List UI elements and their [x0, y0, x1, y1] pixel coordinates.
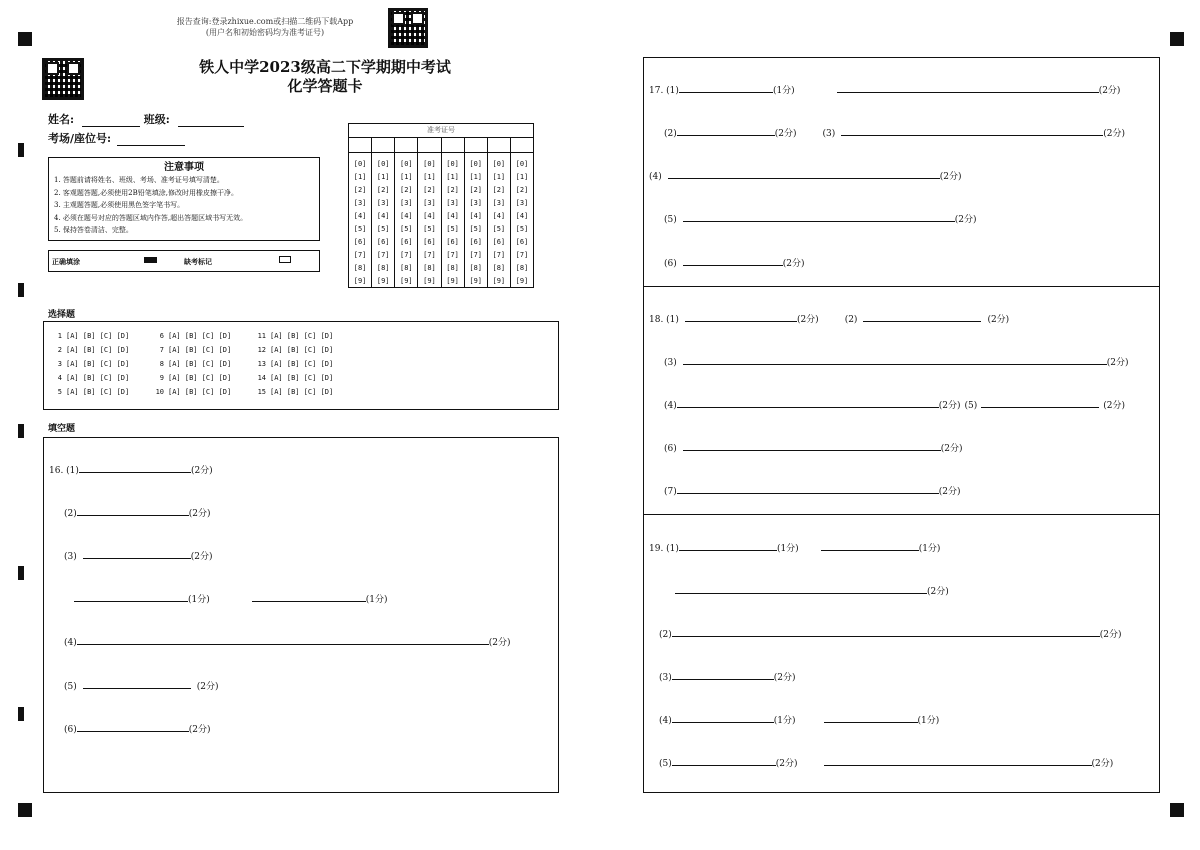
q18-7-blank[interactable] — [677, 483, 939, 494]
side-mark — [18, 424, 24, 438]
choice-question[interactable] — [52, 388, 129, 396]
class-label: 班级: — [143, 113, 170, 126]
q17-3-label: (3) — [822, 129, 836, 139]
admission-digit-bubble[interactable]: [0] — [372, 157, 395, 170]
choice-question[interactable] — [148, 374, 231, 382]
choice-options[interactable]: [A] [B] [C] [D] — [270, 360, 334, 368]
q18-4-label: (4) — [664, 401, 677, 411]
admission-digit-bubble[interactable]: [2] — [510, 183, 533, 196]
admission-digit-table[interactable] — [348, 138, 534, 288]
admission-digit-bubble[interactable]: [9] — [441, 274, 464, 288]
q18-5-label: (5) — [964, 401, 978, 411]
admission-digit-bubble[interactable]: [8] — [418, 261, 441, 274]
admission-write-cell[interactable] — [395, 138, 418, 153]
admission-number-grid[interactable] — [348, 123, 534, 288]
admission-digit-bubble[interactable]: [9] — [372, 274, 395, 288]
admission-digit-bubble[interactable]: [7] — [441, 248, 464, 261]
choice-question[interactable] — [250, 332, 333, 340]
choice-options[interactable]: [A] [B] [C] [D] — [66, 360, 130, 368]
admission-digit-bubble[interactable]: [3] — [349, 196, 372, 209]
fill-blank-section-label: 填空题 — [48, 424, 76, 434]
q17-2-score: (2分) — [774, 129, 797, 139]
student-qr-code — [42, 58, 84, 100]
choice-question[interactable] — [148, 346, 231, 354]
admission-write-cell[interactable] — [510, 138, 533, 153]
q17-4-label: (4) — [649, 172, 662, 182]
q16-1-label: 16. (1) — [49, 466, 79, 476]
q19-5a-blank[interactable] — [672, 755, 776, 766]
q16-line-4[interactable] — [74, 591, 388, 605]
admission-digit-bubble[interactable]: [6] — [395, 235, 418, 248]
admission-digit-bubble[interactable]: [0] — [441, 157, 464, 170]
choice-number: 15 — [257, 388, 266, 396]
q18-1-score: (2分) — [796, 315, 819, 325]
side-mark — [18, 283, 24, 297]
choice-question[interactable] — [148, 360, 231, 368]
choice-question[interactable] — [250, 360, 333, 368]
choice-number: 14 — [257, 374, 266, 382]
admission-digit-bubble[interactable]: [1] — [372, 170, 395, 183]
q19-1a-score: (1分) — [776, 544, 799, 554]
corner-mark — [1170, 32, 1184, 46]
seat-label: 考场/座位号: — [48, 132, 112, 145]
choice-options[interactable]: [A] [B] [C] [D] — [270, 332, 334, 340]
choice-options[interactable]: [A] [B] [C] [D] — [66, 332, 130, 340]
q16-6-label: (5) — [64, 682, 77, 692]
q19-answer-box[interactable] — [643, 514, 1160, 793]
choice-question[interactable] — [250, 374, 333, 382]
admission-digit-bubble[interactable]: [6] — [510, 235, 533, 248]
q19-1a-blank[interactable] — [679, 540, 777, 551]
q17-line-5[interactable] — [664, 255, 805, 269]
admission-digit-bubble[interactable]: [8] — [395, 261, 418, 274]
download-qr-code[interactable] — [388, 8, 428, 48]
choice-question[interactable] — [148, 388, 231, 396]
notice-list — [54, 174, 314, 237]
q16-line-3[interactable] — [64, 548, 213, 562]
admission-digit-bubble[interactable]: [0] — [395, 157, 418, 170]
q16-4b-score: (1分) — [365, 595, 388, 605]
q18-line-4[interactable] — [664, 440, 963, 454]
choice-number: 12 — [257, 346, 266, 354]
admission-digit-bubble[interactable]: [2] — [395, 183, 418, 196]
q19-5a-score: (2分) — [775, 759, 798, 769]
q19-4-label: (4) — [659, 716, 672, 726]
choice-options[interactable]: [A] [B] [C] [D] — [168, 332, 232, 340]
q17-2-blank[interactable] — [677, 125, 775, 136]
admission-digit-bubble[interactable]: [1] — [395, 170, 418, 183]
choice-number: 4 — [57, 374, 62, 382]
corner-mark — [18, 803, 32, 817]
q19-line-2[interactable] — [675, 583, 949, 597]
admission-digit-bubble[interactable]: [4] — [395, 209, 418, 222]
admission-digit-bubble[interactable]: [4] — [464, 209, 487, 222]
admission-digit-bubble[interactable]: [6] — [464, 235, 487, 248]
admission-digit-bubble[interactable]: [3] — [395, 196, 418, 209]
admission-digit-bubble[interactable]: [8] — [487, 261, 510, 274]
choice-number: 10 — [155, 388, 164, 396]
choice-question[interactable] — [250, 346, 333, 354]
q19-line-5[interactable] — [659, 712, 939, 726]
admission-digit-bubble[interactable]: [8] — [464, 261, 487, 274]
q16-7-blank[interactable] — [77, 721, 189, 732]
admission-digit-bubble[interactable]: [7] — [349, 248, 372, 261]
q16-7-score: (2分) — [188, 725, 211, 735]
q18-1-label: 18. (1) — [649, 315, 679, 325]
absent-mark-label: 缺考标记 — [184, 257, 212, 266]
admission-digit-bubble[interactable]: [6] — [349, 235, 372, 248]
admission-digit-bubble[interactable]: [2] — [418, 183, 441, 196]
notice-box — [48, 157, 320, 241]
q19-line-3[interactable] — [659, 626, 1122, 640]
q17-line-4[interactable] — [664, 211, 977, 225]
q19-1b-blank[interactable] — [821, 540, 919, 551]
admission-digit-bubble[interactable]: [9] — [510, 274, 533, 288]
q18-7-score: (2分) — [938, 487, 961, 497]
admission-digit-bubble[interactable]: [7] — [510, 248, 533, 261]
admission-digit-bubble[interactable]: [2] — [349, 183, 372, 196]
admission-digit-bubble[interactable]: [5] — [349, 222, 372, 235]
choice-number: 9 — [159, 374, 164, 382]
admission-digit-bubble[interactable]: [8] — [510, 261, 533, 274]
q19-line-6[interactable] — [659, 755, 1113, 769]
admission-digit-bubble[interactable]: [5] — [372, 222, 395, 235]
admission-digit-bubble[interactable]: [5] — [418, 222, 441, 235]
q16-line-1[interactable] — [49, 462, 213, 476]
q17-4-score: (2分) — [939, 172, 962, 182]
admission-digit-bubble[interactable]: [2] — [487, 183, 510, 196]
admission-digit-bubble[interactable]: [3] — [441, 196, 464, 209]
admission-digit-bubble[interactable]: [2] — [372, 183, 395, 196]
q18-2-blank[interactable] — [863, 311, 981, 322]
q18-line-1[interactable] — [649, 311, 1009, 325]
choice-options[interactable]: [A] [B] [C] [D] — [270, 388, 334, 396]
choice-question[interactable] — [52, 332, 129, 340]
admission-digit-bubble[interactable]: [4] — [487, 209, 510, 222]
q18-4-score: (2分) — [938, 401, 961, 411]
admission-digit-bubble[interactable]: [4] — [510, 209, 533, 222]
admission-write-cell[interactable] — [418, 138, 441, 153]
q18-2-label: (2) — [844, 315, 858, 325]
choice-question[interactable] — [52, 374, 129, 382]
choice-number: 13 — [257, 360, 266, 368]
corner-mark — [1170, 803, 1184, 817]
admission-digit-bubble[interactable]: [9] — [418, 274, 441, 288]
admission-digit-bubble[interactable]: [5] — [510, 222, 533, 235]
q17-6-label: (6) — [664, 259, 677, 269]
q16-7-label: (6) — [64, 725, 77, 735]
admission-digit-bubble[interactable]: [7] — [395, 248, 418, 261]
admission-digit-bubble[interactable]: [3] — [464, 196, 487, 209]
admission-write-cell[interactable] — [441, 138, 464, 153]
q16-5-blank[interactable] — [77, 634, 489, 645]
notice-line: 1. 答题前请将姓名、班级、考场、准考证号填写清楚。 — [54, 176, 224, 184]
q16-4a-score: (1分) — [188, 595, 210, 605]
choice-question[interactable] — [148, 332, 231, 340]
q18-3-score: (2分) — [1106, 358, 1129, 368]
choice-number: 1 — [57, 332, 62, 340]
q16-5-label: (4) — [64, 638, 77, 648]
q19-4a-score: (1分) — [773, 716, 796, 726]
fill-legend — [48, 250, 320, 272]
q16-2-label: (2) — [64, 509, 77, 519]
notice-title: 注意事项 — [164, 162, 204, 173]
choice-number: 2 — [57, 346, 62, 354]
q19-2-blank[interactable] — [672, 626, 1100, 637]
q16-4b-blank[interactable] — [252, 591, 366, 602]
q18-5-blank[interactable] — [981, 397, 1099, 408]
q18-line-5[interactable] — [664, 483, 961, 497]
choice-options[interactable]: [A] [B] [C] [D] — [168, 360, 232, 368]
q17-line-1[interactable] — [649, 82, 1120, 96]
q19-line-1[interactable] — [649, 540, 940, 554]
q17-1b-score: (2分) — [1098, 86, 1121, 96]
q18-1-blank[interactable] — [685, 311, 797, 322]
choice-options[interactable]: [A] [B] [C] [D] — [66, 374, 130, 382]
q17-3-score: (2分) — [1103, 129, 1125, 139]
choice-answer-box[interactable] — [43, 321, 559, 410]
q19-5b-score: (2分) — [1091, 759, 1114, 769]
admission-digit-bubble[interactable]: [7] — [418, 248, 441, 261]
admission-write-cell[interactable] — [349, 138, 372, 153]
seat-field[interactable] — [48, 130, 185, 146]
q18-6-blank[interactable] — [683, 440, 941, 451]
q17-2-label: (2) — [664, 129, 677, 139]
admission-digit-bubble[interactable]: [7] — [464, 248, 487, 261]
choice-options[interactable]: [A] [B] [C] [D] — [168, 346, 232, 354]
admission-digit-bubble[interactable]: [6] — [418, 235, 441, 248]
choice-options[interactable]: [A] [B] [C] [D] — [66, 388, 130, 396]
q19-4b-blank[interactable] — [824, 712, 918, 723]
q16-2-score: (2分) — [188, 509, 211, 519]
q16-1-score: (2分) — [190, 466, 213, 476]
q17-1-label: 17. (1) — [649, 86, 679, 96]
q16-6-score: (2分) — [196, 682, 219, 692]
admission-digit-bubble[interactable]: [1] — [349, 170, 372, 183]
admission-digit-bubble[interactable]: [1] — [487, 170, 510, 183]
q16-3-blank[interactable] — [83, 548, 191, 559]
q18-4-blank[interactable] — [677, 397, 939, 408]
choice-number: 6 — [159, 332, 164, 340]
side-mark — [18, 707, 24, 721]
q19-3-score: (2分) — [773, 673, 796, 683]
q18-7-label: (7) — [664, 487, 677, 497]
choice-question[interactable] — [52, 346, 129, 354]
choice-options[interactable]: [A] [B] [C] [D] — [270, 374, 334, 382]
subtitle-line: 化学答题卡 — [287, 77, 363, 95]
admission-digit-bubble[interactable]: [9] — [395, 274, 418, 288]
choice-number: 8 — [159, 360, 164, 368]
admission-digit-bubble[interactable]: [5] — [441, 222, 464, 235]
q19-4a-blank[interactable] — [672, 712, 774, 723]
q19-1-label: 19. (1) — [649, 544, 679, 554]
q19-2-label: (2) — [659, 630, 672, 640]
class-line[interactable] — [178, 114, 244, 127]
admission-digit-bubble[interactable]: [3] — [418, 196, 441, 209]
q16-line-5[interactable] — [64, 634, 511, 648]
admission-label: 准考证号 — [348, 123, 534, 138]
q16-3-score: (2分) — [190, 552, 213, 562]
q19-2-score: (2分) — [1099, 630, 1122, 640]
q19-5b-blank[interactable] — [824, 755, 1092, 766]
admission-digit-bubble[interactable]: [9] — [349, 274, 372, 288]
admission-digit-bubble[interactable]: [1] — [441, 170, 464, 183]
choice-section-label: 选择题 — [48, 310, 76, 320]
q18-3-label: (3) — [664, 358, 677, 368]
q17-6-blank[interactable] — [683, 255, 783, 266]
q16-line-7[interactable] — [64, 721, 211, 735]
q16-5-score: (2分) — [488, 638, 511, 648]
q16-line-2[interactable] — [64, 505, 211, 519]
admission-digit-bubble[interactable]: [0] — [418, 157, 441, 170]
admission-digit-bubble[interactable]: [9] — [487, 274, 510, 288]
notice-line: 4. 必须在题号对应的答题区域内作答,超出答题区域书写无效。 — [54, 213, 248, 222]
admission-digit-bubble[interactable]: [7] — [372, 248, 395, 261]
report-line-2: (用户名和初始密码均为准考证号) — [205, 28, 325, 37]
admission-digit-bubble[interactable]: [1] — [464, 170, 487, 183]
title-line: 铁人中学2023级高二下学期期中考试 — [199, 58, 451, 76]
admission-digit-bubble[interactable]: [4] — [441, 209, 464, 222]
admission-digit-bubble[interactable]: [0] — [487, 157, 510, 170]
choice-number: 5 — [57, 388, 62, 396]
q19-3-label: (3) — [659, 673, 672, 683]
q19-1c-score: (2分) — [927, 587, 949, 597]
correct-fill-label: 正确填涂 — [52, 257, 80, 266]
q16-3-label: (3) — [64, 552, 77, 562]
admission-digit-bubble[interactable]: [1] — [510, 170, 533, 183]
q19-1c-blank[interactable] — [675, 583, 927, 594]
q19-1b-score: (1分) — [918, 544, 941, 554]
q17-1a-blank[interactable] — [679, 82, 773, 93]
admission-digit-bubble[interactable]: [0] — [510, 157, 533, 170]
admission-digit-bubble[interactable]: [2] — [464, 183, 487, 196]
q17-3-blank[interactable] — [841, 125, 1103, 136]
q16-6-blank[interactable] — [83, 678, 191, 689]
choice-options[interactable]: [A] [B] [C] [D] — [168, 388, 232, 396]
correct-fill-sample — [144, 257, 157, 263]
admission-digit-bubble[interactable]: [0] — [349, 157, 372, 170]
notice-line: 3. 主观题答题,必须使用黑色签字笔书写。 — [54, 201, 185, 209]
q16-line-6[interactable] — [64, 678, 219, 692]
q17-1b-blank[interactable] — [837, 82, 1099, 93]
admission-digit-bubble[interactable]: [5] — [487, 222, 510, 235]
choice-options[interactable]: [A] [B] [C] [D] — [168, 374, 232, 382]
side-mark — [18, 566, 24, 580]
admission-digit-bubble[interactable]: [4] — [349, 209, 372, 222]
q17-line-3[interactable] — [649, 168, 962, 182]
q18-6-label: (6) — [664, 444, 677, 454]
q18-5-score: (2分) — [1103, 401, 1125, 411]
admission-digit-bubble[interactable]: [5] — [395, 222, 418, 235]
q19-5-label: (5) — [659, 759, 672, 769]
name-line[interactable] — [82, 114, 140, 127]
q17-5-score: (2分) — [954, 215, 977, 225]
admission-digit-bubble[interactable]: [3] — [372, 196, 395, 209]
admission-digit-bubble[interactable]: [8] — [441, 261, 464, 274]
admission-digit-bubble[interactable]: [6] — [372, 235, 395, 248]
q16-4a-blank[interactable] — [74, 591, 188, 602]
notice-line: 2. 客观题答题,必须使用2B铅笔填涂,修改时用橡皮擦干净。 — [54, 188, 238, 197]
admission-digit-bubble[interactable]: [0] — [464, 157, 487, 170]
admission-digit-bubble[interactable]: [4] — [418, 209, 441, 222]
exam-title — [160, 58, 490, 96]
report-info — [170, 16, 360, 38]
admission-write-cell[interactable] — [464, 138, 487, 153]
choice-options[interactable]: [A] [B] [C] [D] — [66, 346, 130, 354]
admission-digit-bubble[interactable]: [3] — [487, 196, 510, 209]
q19-4b-score: (1分) — [917, 716, 940, 726]
q17-1a-score: (1分) — [772, 86, 795, 96]
corner-mark — [18, 32, 32, 46]
q18-line-2[interactable] — [664, 354, 1129, 368]
admission-digit-bubble[interactable]: [6] — [487, 235, 510, 248]
q17-5-blank[interactable] — [683, 211, 955, 222]
admission-write-cell[interactable] — [372, 138, 395, 153]
admission-digit-bubble[interactable]: [1] — [418, 170, 441, 183]
choice-question[interactable] — [52, 360, 129, 368]
side-mark — [18, 143, 24, 157]
q18-line-3[interactable] — [664, 397, 1125, 411]
admission-digit-bubble[interactable]: [5] — [464, 222, 487, 235]
q17-6-score: (2分) — [782, 259, 805, 269]
q17-4-blank[interactable] — [668, 168, 940, 179]
q18-2-score: (2分) — [987, 315, 1010, 325]
admission-digit-bubble[interactable]: [4] — [372, 209, 395, 222]
admission-digit-bubble[interactable]: [7] — [487, 248, 510, 261]
q18-6-score: (2分) — [940, 444, 963, 454]
q16-2-blank[interactable] — [77, 505, 189, 516]
report-line-1: 报告查询:登录zhixue.com或扫描二维码下载App — [176, 17, 354, 26]
choice-number: 3 — [57, 360, 62, 368]
admission-digit-bubble[interactable]: [8] — [372, 261, 395, 274]
q16-1-blank[interactable] — [79, 462, 191, 473]
q19-line-4[interactable] — [659, 669, 796, 683]
admission-digit-bubble[interactable]: [6] — [441, 235, 464, 248]
admission-digit-bubble[interactable]: [2] — [441, 183, 464, 196]
admission-digit-bubble[interactable]: [3] — [510, 196, 533, 209]
choice-number: 7 — [159, 346, 164, 354]
notice-line: 5. 保持答卷清洁、完整。 — [54, 226, 133, 234]
q19-3-blank[interactable] — [672, 669, 774, 680]
admission-write-cell[interactable] — [487, 138, 510, 153]
admission-digit-bubble[interactable]: [8] — [349, 261, 372, 274]
name-label: 姓名: — [48, 113, 75, 126]
q17-line-2[interactable] — [664, 125, 1125, 139]
admission-digit-bubble[interactable]: [9] — [464, 274, 487, 288]
choice-question[interactable] — [250, 388, 333, 396]
q16-answer-box[interactable] — [43, 437, 559, 793]
absent-mark-box[interactable] — [279, 256, 291, 263]
seat-line[interactable] — [117, 133, 185, 146]
q18-3-blank[interactable] — [683, 354, 1107, 365]
name-field[interactable] — [48, 111, 244, 127]
choice-options[interactable]: [A] [B] [C] [D] — [270, 346, 334, 354]
q17-5-label: (5) — [664, 215, 677, 225]
choice-number: 11 — [257, 332, 266, 340]
